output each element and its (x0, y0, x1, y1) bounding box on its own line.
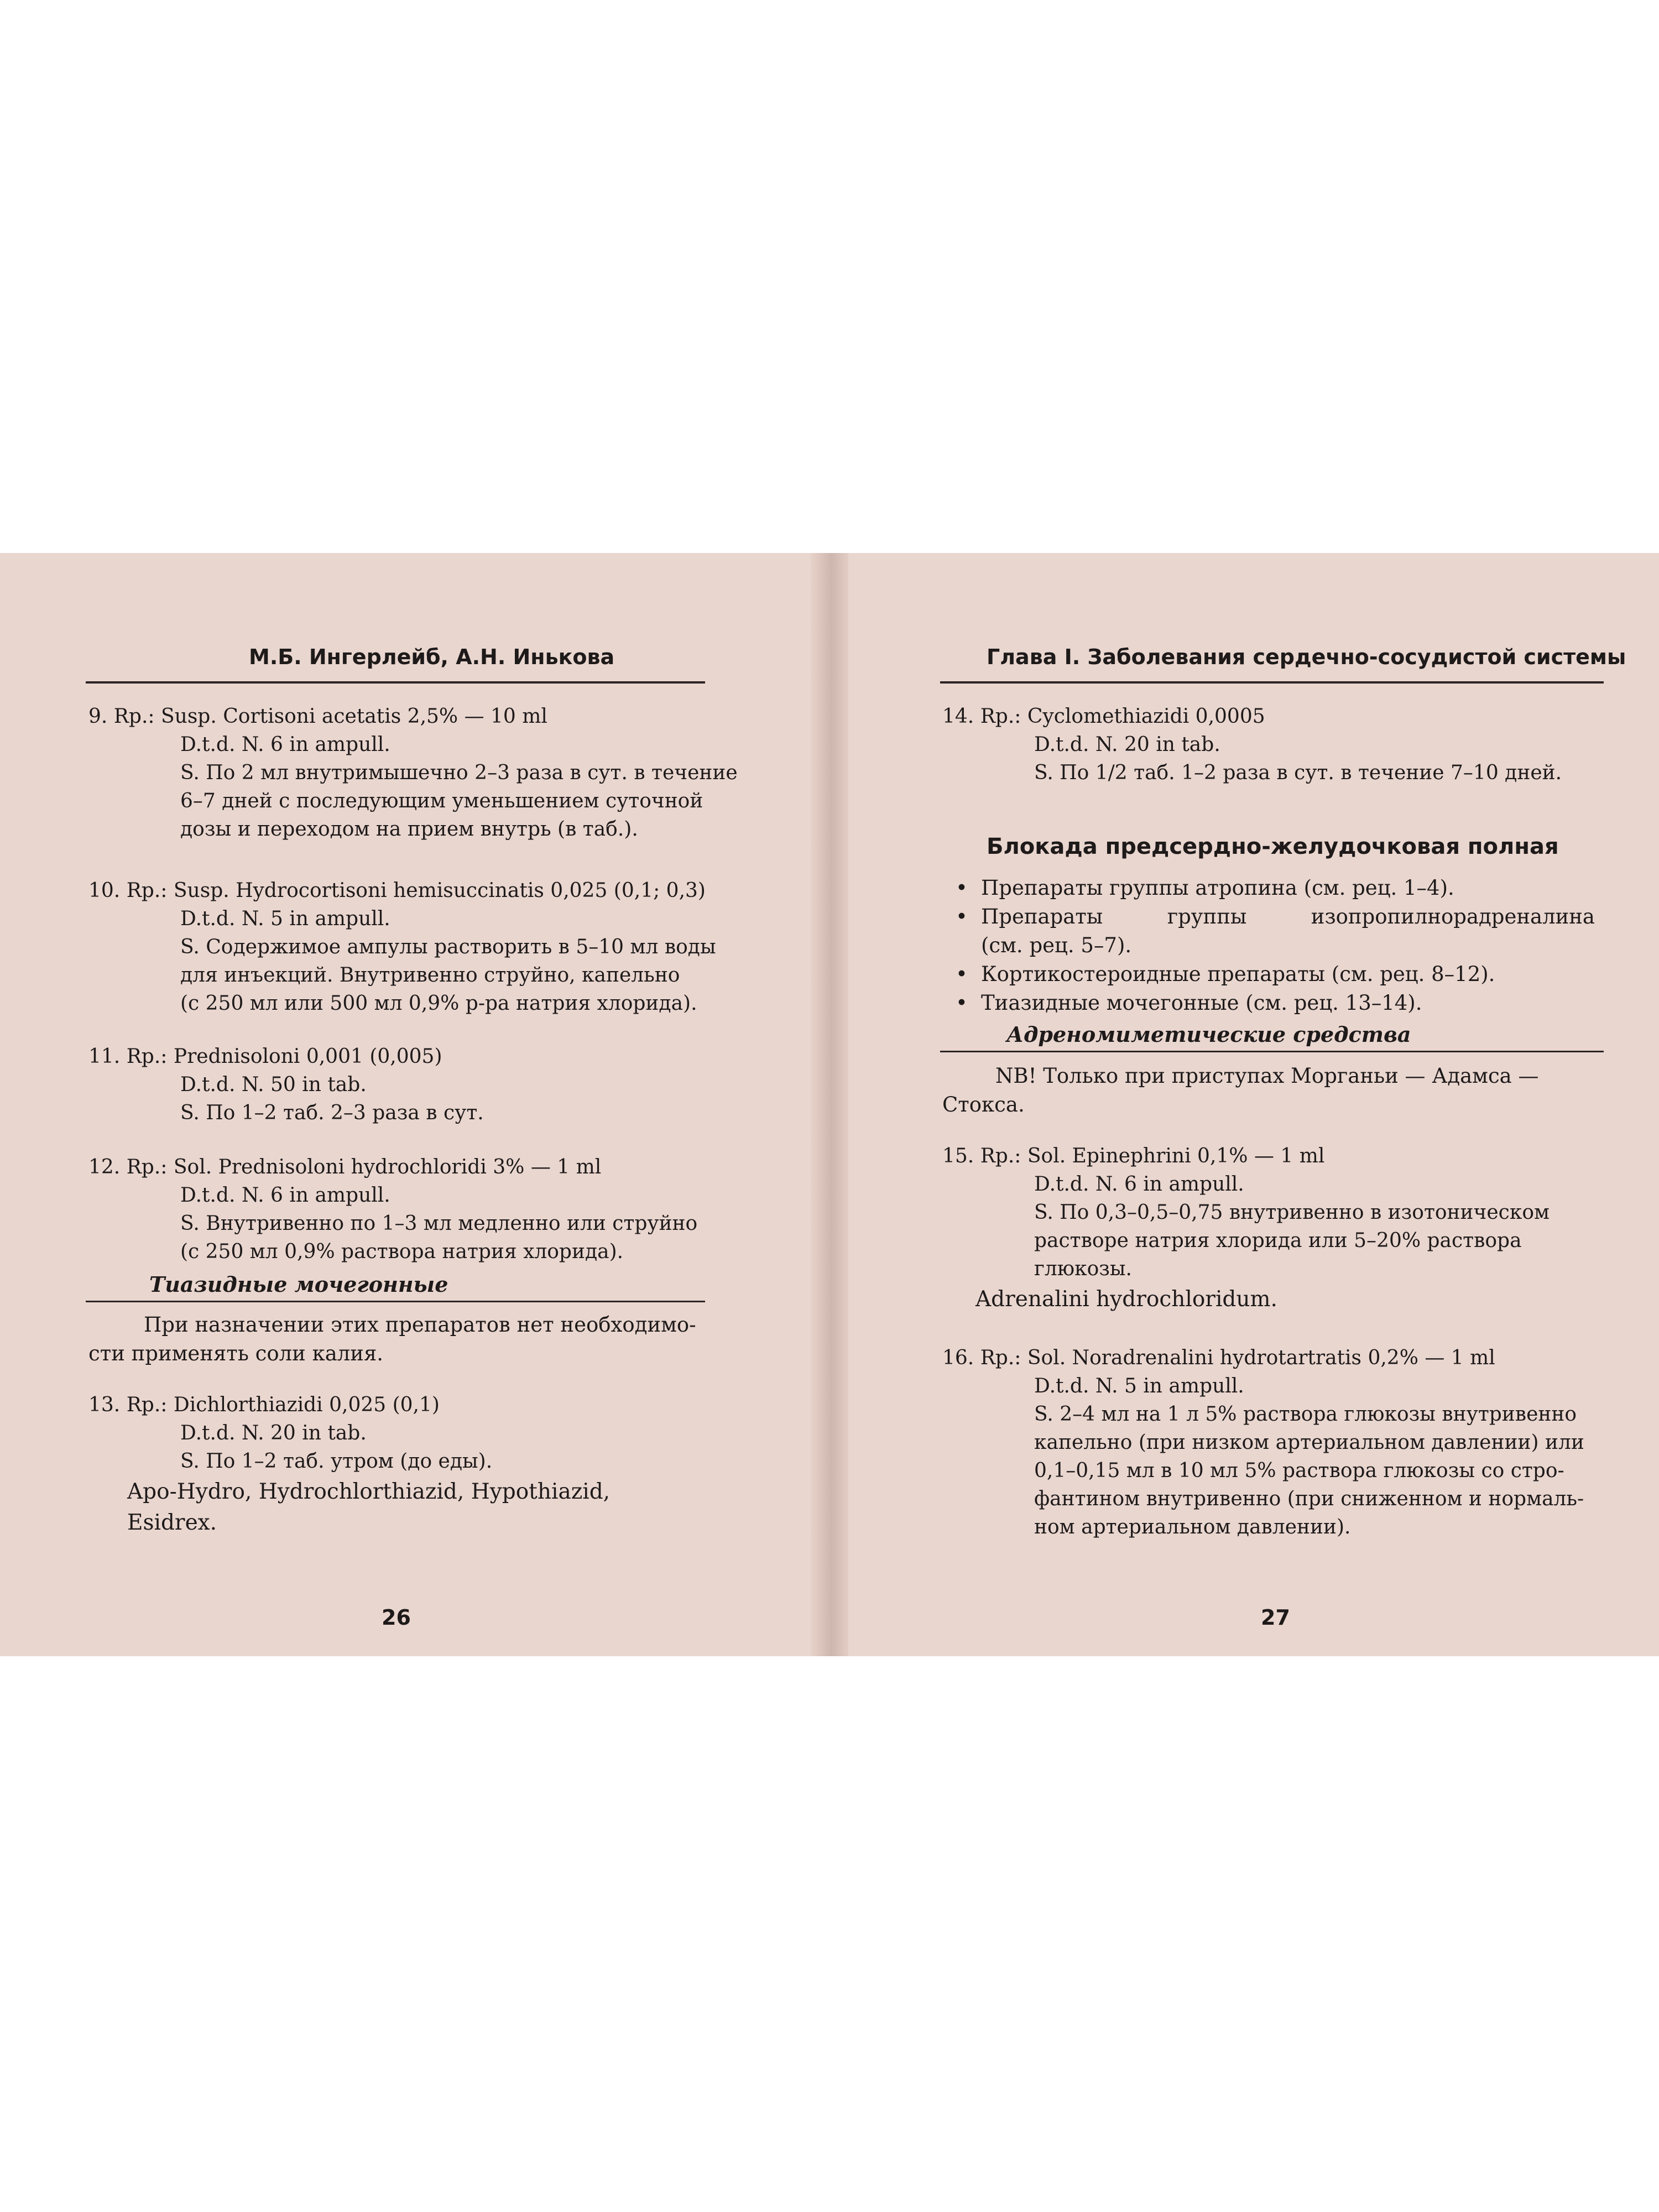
prescription-line: фантином внутривенно (при сниженном и нормаль- (1034, 1488, 1584, 1510)
prescription-line: S. По 2 мл внутримышечно 2–3 раза в сут. в течение (180, 761, 738, 784)
prescription-number: 12. Rp.: (88, 1156, 168, 1178)
page-number: 27 (1261, 1605, 1290, 1630)
prescription-number: 16. Rp.: (942, 1347, 1021, 1369)
prescription-line: D.t.d. N. 20 in tab. (180, 1422, 367, 1444)
prescription-line: для инъекций. Внутривенно струйно, капельно (180, 964, 680, 987)
list-item-text: Препараты группы изопропилнорадреналина (981, 905, 1595, 928)
prescription-line: S. Содержимое ампулы растворить в 5–10 мл воды (180, 936, 716, 958)
prescription-line: S. По 1–2 таб. утром (до еды). (180, 1450, 493, 1473)
prescription-line: капельно (при низком артериальном давлении) или (1034, 1431, 1584, 1454)
prescription-10 (88, 877, 716, 1018)
thiazide-note (144, 1311, 696, 1339)
bullet-icon: • (956, 876, 968, 900)
prescription-line: Sol. Epinephrini 0,1% — 1 ml (1027, 1145, 1325, 1167)
prescription-number: 13. Rp.: (88, 1394, 168, 1416)
prescription-13 (88, 1391, 492, 1475)
prescription-line: 6–7 дней с последующим уменьшением суточной (180, 790, 703, 812)
prescription-line: S. По 1/2 таб. 1–2 раза в сут. в течение 7–10 дней. (1034, 761, 1562, 784)
prescription-11 (88, 1042, 484, 1127)
prescription-line: (с 250 мл или 500 мл 0,9% р-ра натрия хлорида). (180, 992, 697, 1015)
prescription-line: D.t.d. N. 6 in ampull. (1034, 1173, 1244, 1196)
list-item-text: Кортикостероидные препараты (см. рец. 8–12). (981, 962, 1495, 986)
prescription-line: D.t.d. N. 50 in tab. (180, 1073, 367, 1096)
prescription-line: S. По 0,3–0,5–0,75 внутривенно в изотоническом (1034, 1201, 1550, 1224)
prescription-14 (942, 702, 1562, 787)
note-line: При назначении этих препаратов нет необходимо- (144, 1313, 696, 1337)
section-title-thiazide: Тиазидные мочегонные (149, 1272, 448, 1297)
list-item-text: Препараты группы атропина (см. рец. 1–4). (981, 876, 1454, 900)
note-line: сти применять соли калия. (88, 1342, 384, 1365)
prescription-line: D.t.d. N. 6 in ampull. (180, 733, 390, 756)
bullet-icon: • (956, 962, 968, 986)
prescription-line: Cyclomethiazidi 0,0005 (1027, 705, 1265, 728)
running-head-chapter: Глава I. Заболевания сердечно-сосудистой системы (987, 645, 1626, 669)
section-title-adreno: Адреномиметические средства (1006, 1022, 1411, 1047)
prescription-line: S. По 1–2 таб. 2–3 раза в сут. (180, 1102, 484, 1124)
header-rule (86, 681, 705, 684)
prescription-line: D.t.d. N. 5 in ampull. (180, 907, 390, 930)
prescription-line: ном артериальном давлении). (1034, 1516, 1351, 1538)
brand-names-continued: Esidrex. (127, 1510, 217, 1535)
list-item-text: (см. рец. 5–7). (981, 933, 1132, 957)
prescription-line: Susp. Hydrocortisoni hemisuccinatis 0,025 (0,1; 0,3) (173, 879, 706, 902)
prescription-15 (942, 1142, 1550, 1283)
prescription-line: (с 250 мл 0,9% раствора натрия хлорида). (180, 1240, 624, 1263)
running-head-authors: М.Б. Ингерлейб, А.Н. Инькова (249, 645, 615, 669)
list-item (953, 874, 1595, 902)
prescription-line: 0,1–0,15 мл в 10 мл 5% раствора глюкозы со стро- (1034, 1459, 1564, 1482)
prescription-number: 9. Rp.: (88, 705, 155, 728)
prescription-16 (942, 1344, 1584, 1541)
right-page (848, 553, 1659, 1656)
section-rule (86, 1301, 705, 1302)
adrenalini-synonym: Adrenalini hydrochloridum. (975, 1287, 1277, 1312)
book-gutter (811, 553, 848, 1656)
prescription-line: Susp. Cortisoni acetatis 2,5% — 10 ml (160, 705, 547, 728)
prescription-line: Prednisoloni 0,001 (0,005) (173, 1045, 442, 1068)
prescription-line: растворе натрия хлорида или 5–20% раствора (1034, 1229, 1522, 1252)
left-page (0, 553, 811, 1656)
prescription-line: S. 2–4 мл на 1 л 5% раствора глюкозы внутривенно (1034, 1403, 1577, 1426)
book-spread (0, 553, 1659, 1656)
heading-av-block: Блокада предсердно-желудочковая полная (987, 834, 1559, 859)
prescription-9 (88, 702, 738, 843)
list-item-text: Тиазидные мочегонные (см. рец. 13–14). (981, 991, 1422, 1015)
bullet-icon: • (956, 991, 968, 1015)
bullet-list (953, 874, 1595, 1018)
prescription-line: Sol. Noradrenalini hydrotartratis 0,2% — 1 ml (1027, 1347, 1495, 1369)
brand-names: Apo-Hydro, Hydrochlorthiazid, Hypothiazid, (127, 1479, 611, 1504)
prescription-line: глюкозы. (1034, 1258, 1132, 1280)
thiazide-note-continued (88, 1339, 383, 1368)
list-item (953, 960, 1595, 989)
section-rule (940, 1051, 1604, 1052)
prescription-number: 15. Rp.: (942, 1145, 1021, 1167)
prescription-line: S. Внутривенно по 1–3 мл медленно или струйно (180, 1212, 698, 1235)
header-rule (940, 681, 1604, 684)
nb-note: NB! Только при приступах Морганьи — Адамса — (995, 1064, 1539, 1088)
prescription-line: D.t.d. N. 20 in tab. (1034, 733, 1220, 756)
prescription-line: дозы и переходом на прием внутрь (в таб.). (180, 818, 638, 841)
prescription-12 (88, 1153, 697, 1266)
prescription-line: Sol. Prednisoloni hydrochloridi 3% — 1 ml (173, 1156, 602, 1178)
prescription-line: D.t.d. N. 6 in ampull. (180, 1184, 390, 1207)
prescription-number: 14. Rp.: (942, 705, 1021, 728)
bullet-icon: • (956, 905, 968, 928)
list-item (953, 989, 1595, 1018)
list-item-continued (953, 931, 1595, 960)
prescription-line: Dichlorthiazidi 0,025 (0,1) (173, 1394, 440, 1416)
prescription-number: 10. Rp.: (88, 879, 168, 902)
nb-note-continued: Стокса. (942, 1093, 1025, 1117)
prescription-number: 11. Rp.: (88, 1045, 168, 1068)
prescription-line: D.t.d. N. 5 in ampull. (1034, 1375, 1244, 1397)
list-item (953, 902, 1595, 931)
page-number: 26 (382, 1605, 411, 1630)
